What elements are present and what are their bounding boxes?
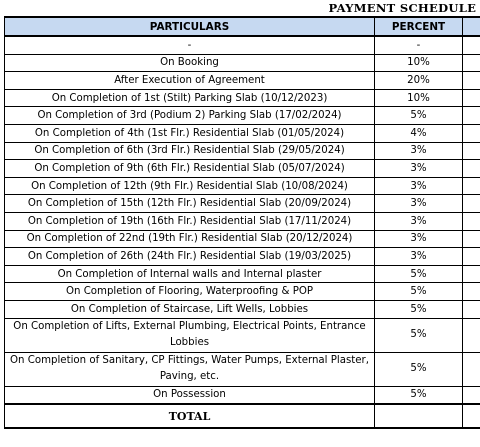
- particulars-cell: On Completion of 9th (6th Flr.) Residential Slab (05/07/2024): [5, 160, 375, 178]
- particulars-cell: On Completion of Flooring, Waterproofing & POP: [5, 283, 375, 301]
- header-row: [5, 17, 480, 36]
- percent-cell: 3%: [375, 195, 463, 213]
- table-row: [5, 352, 480, 386]
- title-row: [5, 0, 480, 17]
- particulars-cell: On Completion of 19th (16th Flr.) Residential Slab (17/11/2024): [5, 212, 375, 230]
- schedule-title: PAYMENT SCHEDULE: [328, 1, 477, 15]
- percent-cell: 3%: [375, 142, 463, 160]
- particulars-header: PARTICULARS: [5, 17, 375, 36]
- percent-cell: 10%: [375, 54, 463, 72]
- total-row: [5, 404, 480, 428]
- percent-cell: 5%: [375, 352, 463, 386]
- particulars-cell: On Completion of 12th (9th Flr.) Residential Slab (10/08/2024): [5, 177, 375, 195]
- table-row: [5, 72, 480, 90]
- table-row: [5, 142, 480, 160]
- table-row: [5, 230, 480, 248]
- header-extra-cell: [463, 17, 480, 36]
- table-row: [5, 300, 480, 318]
- percent-cell: 3%: [375, 160, 463, 178]
- table-row: [5, 386, 480, 404]
- particulars-cell: After Execution of Agreement: [5, 72, 375, 90]
- table-row: [5, 107, 480, 125]
- table-row: [5, 36, 480, 54]
- table-row: [5, 54, 480, 72]
- table-row: [5, 318, 480, 352]
- percent-cell: 5%: [375, 300, 463, 318]
- particulars-cell: On Completion of Staircase, Lift Wells, Lobbies: [5, 300, 375, 318]
- total-label: TOTAL: [5, 404, 375, 428]
- table-row: [5, 124, 480, 142]
- percent-cell: 5%: [375, 386, 463, 404]
- particulars-cell: On Completion of Internal walls and Internal plaster: [5, 265, 375, 283]
- percent-cell: 10%: [375, 89, 463, 107]
- total-value-cell: [375, 404, 463, 428]
- particulars-cell: On Completion of 3rd (Podium 2) Parking Slab (17/02/2024): [5, 107, 375, 125]
- particulars-cell: On Completion of 6th (3rd Flr.) Residential Slab (29/05/2024): [5, 142, 375, 160]
- percent-cell: 3%: [375, 177, 463, 195]
- percent-cell: 3%: [375, 212, 463, 230]
- particulars-cell: On Completion of 15th (12th Flr.) Residential Slab (20/09/2024): [5, 195, 375, 213]
- percent-cell: 5%: [375, 283, 463, 301]
- particulars-cell: On Completion of 26th (24th Flr.) Residential Slab (19/03/2025): [5, 248, 375, 266]
- particulars-cell: On Booking: [5, 54, 375, 72]
- percent-cell: 4%: [375, 124, 463, 142]
- table-row: [5, 212, 480, 230]
- particulars-cell: On Completion of Sanitary, CP Fittings, Water Pumps, External Plaster, Paving, etc.: [5, 352, 375, 386]
- percent-cell: 3%: [375, 230, 463, 248]
- table-row: [5, 160, 480, 178]
- percent-cell: 3%: [375, 248, 463, 266]
- table-row: [5, 248, 480, 266]
- particulars-cell: -: [5, 36, 375, 54]
- table-row: [5, 177, 480, 195]
- percent-cell: -: [375, 36, 463, 54]
- table-row: [5, 283, 480, 301]
- percent-cell: 5%: [375, 107, 463, 125]
- particulars-cell: On Completion of 4th (1st Flr.) Residential Slab (01/05/2024): [5, 124, 375, 142]
- percent-cell: 5%: [375, 318, 463, 352]
- table-row: [5, 195, 480, 213]
- table-row: [5, 89, 480, 107]
- table-row: [5, 265, 480, 283]
- payment-schedule-table: [4, 0, 480, 429]
- particulars-cell: On Possession: [5, 386, 375, 404]
- percent-header: PERCENT: [375, 17, 463, 36]
- percent-cell: 5%: [375, 265, 463, 283]
- percent-cell: 20%: [375, 72, 463, 90]
- particulars-cell: On Completion of 1st (Stilt) Parking Slab (10/12/2023): [5, 89, 375, 107]
- particulars-cell: On Completion of Lifts, External Plumbing, Electrical Points, Entrance Lobbies: [5, 318, 375, 352]
- particulars-cell: On Completion of 22nd (19th Flr.) Residential Slab (20/12/2024): [5, 230, 375, 248]
